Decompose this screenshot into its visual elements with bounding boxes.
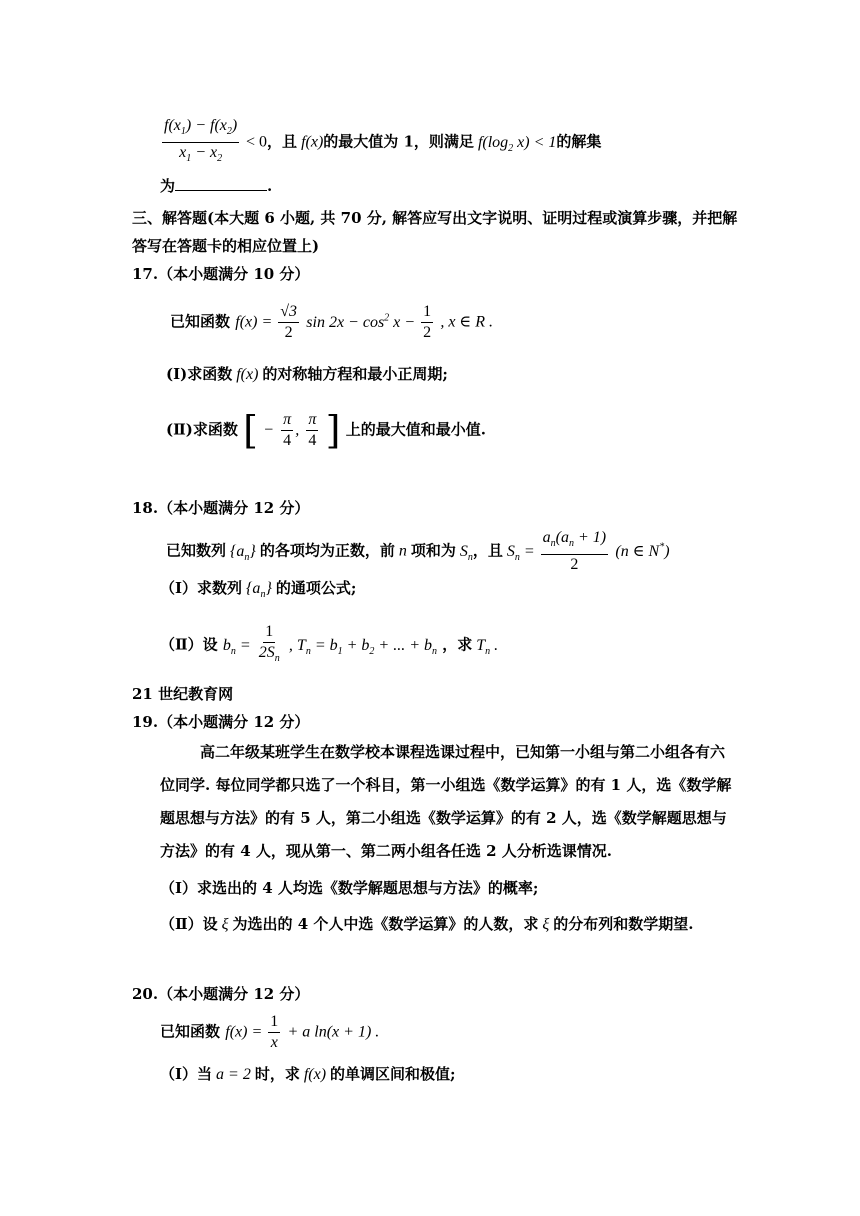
answer-blank: [175, 176, 267, 191]
q19-body: 高二年级某班学生在数学校本课程选课过程中，已知第一小组与第二小组各有六位同学. 每位同学都只选了一个科目，第一小组选《数学运算》的有 1 人，选《数学解题思想与方法》的有 5 人，第二小组选《数学运算》的有 2 人，选《数学解题思想与方法》的有 4 人，现从第一、第二两小组各任选 2 人分析选课情况.: [160, 743, 732, 860]
section-3-heading-line1: 三、解答题(本大题 6 小题, 共 70 分, 解答应写出文字说明、证明过程或演算步骤，并把解: [132, 209, 738, 227]
q20-part1: （Ⅰ）当 a = 2 时，求 f(x) 的单调区间和极值;: [160, 1065, 456, 1083]
q16-answer-line: 为 .: [160, 177, 273, 195]
q19-part1: （Ⅰ）求选出的 4 人均选《数学解题思想与方法》的概率;: [160, 879, 539, 897]
q16-text-solution-set: 的解集: [556, 132, 602, 151]
q16-text-and: ，且: [267, 132, 298, 151]
site-watermark-text: 21 世纪教育网: [132, 685, 234, 703]
q16-difference-quotient: $\frac{f(x_1) - f(x_2)}{x_1 - x_2}$: [164, 117, 238, 165]
q19-header: 19.（本小题满分 12 分）: [132, 713, 310, 731]
q20-header: 20.（本小题满分 12 分）: [132, 985, 310, 1003]
q18-intro: 已知数列 $\{a_n\}$ 的各项均为正数，前 n 项和为 $S_n$，且 $S_n$ = $\frac{a_n(a_n + 1)}{2}$ (n ∈ N*): [166, 529, 670, 574]
section-3-heading-line2: 答写在答题卡的相应位置上): [132, 237, 320, 255]
q17-intro: 已知函数 f(x) = $\frac{√3}{2}$ $\sin 2x - \cos^2 x$ − $\frac{1}{2}$ , x ∈ R .: [170, 303, 494, 341]
q17-part2: (Ⅱ)求函数 [ − $\frac{\pi}{4}$ , $\frac{\pi}{4}$ ] 上的最大值和最小值.: [166, 408, 486, 453]
q18-header: 18.（本小题满分 12 分）: [132, 499, 310, 517]
q17-part1: (Ⅰ)求函数 f(x) 的对称轴方程和最小正周期;: [166, 365, 448, 383]
q20-intro: 已知函数 f(x) = $\frac{1}{x}$ + a ln(x + 1) .: [160, 1013, 380, 1051]
q16-text-max: 的最大值为 1，则满足: [323, 132, 474, 151]
q18-part2: （Ⅱ）设 $b_n$ = $\frac{1}{2S_n}$ , $T_n = b_1 + b_2$ + ... + $b_n$ ，求 $T_n$ .: [160, 623, 499, 665]
q19-part2: （Ⅱ）设 ξ 为选出的 4 个人中选《数学运算》的人数，求 ξ 的分布列和数学期望.: [160, 915, 694, 933]
q17-header: 17.（本小题满分 10 分）: [132, 265, 310, 283]
q18-part1: （Ⅰ）求数列 $\{a_n\}$ 的通项公式;: [160, 579, 357, 601]
q16-condition-line: $\frac{f(x_1) - f(x_2)}{x_1 - x_2}$ < 0，且 f(x)的最大值为 1，则满足 $f(\log_2$ x) < 1的解集: [160, 116, 601, 169]
